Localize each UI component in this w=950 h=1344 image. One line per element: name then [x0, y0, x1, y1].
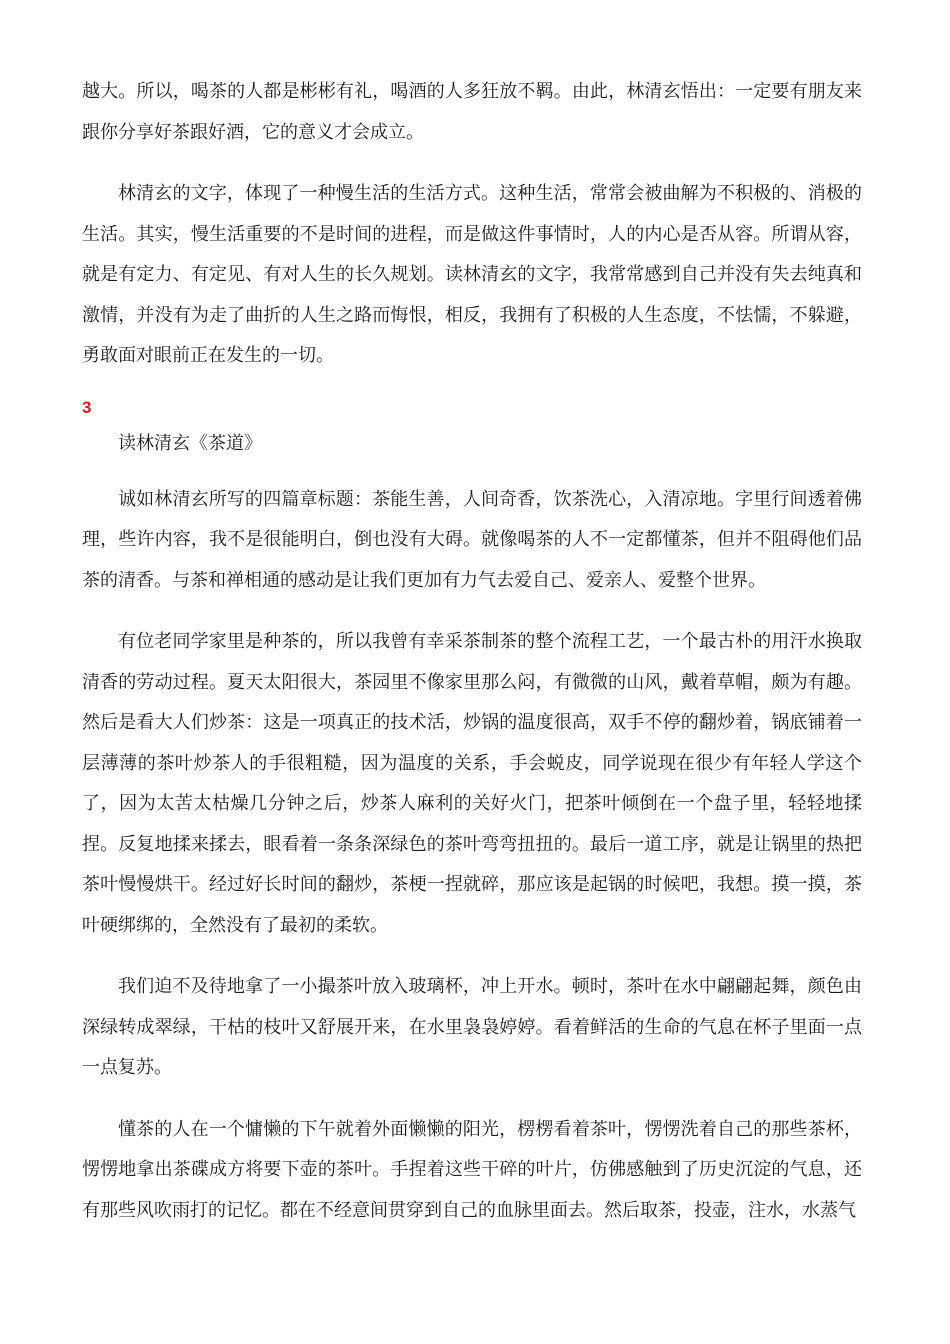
paragraph-slow-life: 林清玄的文字，体现了一种慢生活的生活方式。这种生活，常常会被曲解为不积极的、消极的生活。其实，慢生活重要的不是时间的进程，而是做这件事情时，人的内心是否从容。所谓从容，就是有定力、有定见、有对人生的长久规划。读林清玄的文字，我常常感到自己并没有失去纯真和激情，并没有为走了曲折的人生之路而悔恨，相反，我拥有了积极的人生态度，不怯懦，不躲避，勇敢面对眼前正在发生的一切。 — [82, 183, 862, 366]
paragraph-chapter-titles: 诚如林清玄所写的四篇章标题：茶能生善，人间奇香，饮茶洗心，入清凉地。字里行间透着佛理，些许内容，我不是很能明白，倒也没有大碍。就像喝茶的人不一定都懂茶，但并不阻碍他们品茶的清香。与茶和禅相通的感动是让我们更加有力气去爱自己、爱亲人、爱整个世界。 — [82, 488, 862, 591]
paragraph-tea-connoisseur: 懂茶的人在一个慵懒的下午就着外面懒懒的阳光，楞楞看着茶叶，愣愣洗着自己的那些茶杯，愣愣地拿出茶碟成方将要下壶的茶叶。手捏着这些干碎的叶片，仿佛感触到了历史沉淀的气息，还有那些风吹雨打的记忆。都在不经意间贯穿到自己的血脉里面去。然后取茶，投壶，注水，水蒸气 — [82, 1118, 862, 1221]
document-body — [82, 72, 862, 1231]
paragraph-tea-making: 有位老同学家里是种茶的，所以我曾有幸采茶制茶的整个流程工艺，一个最古朴的用汗水换取清香的劳动过程。夏天太阳很大，茶园里不像家里那么闷，有微微的山风，戴着草帽，颇为有趣。然后是看大人们炒茶：这是一项真正的技术活，炒锅的温度很高，双手不停的翻炒着，锅底铺着一层薄薄的茶叶炒茶人的手很粗糙，因为温度的关系，手会蜕皮，同学说现在很少有年轻人学这个了，因为太苦太枯燥几分钟之后，炒茶人麻利的关好火门，把茶叶倾倒在一个盘子里，轻轻地揉捏。反复地揉来揉去，眼看着一条条深绿色的茶叶弯弯扭扭的。最后一道工序，就是让锅里的热把茶叶慢慢烘干。经过好长时间的翻炒，茶梗一捏就碎，那应该是起锅的时候吧，我想。摸一摸，茶叶硬绑绑的，全然没有了最初的柔软。 — [82, 631, 862, 936]
paragraph-continued: 越大。所以，喝茶的人都是彬彬有礼，喝酒的人多狂放不羁。由此，林清玄悟出：一定要有朋友来跟你分享好茶跟好酒，它的意义才会成立。 — [82, 81, 862, 143]
paragraph-brewing: 我们迫不及待地拿了一小撮茶叶放入玻璃杯，冲上开水。顿时，茶叶在水中翩翩起舞，颜色由深绿转成翠绿，干枯的枝叶又舒展开来，在水里袅袅婷婷。看着鲜活的生命的气息在杯子里面一点一点复苏。 — [82, 976, 862, 1078]
section-number: 3 — [82, 397, 92, 417]
section-title: 读林清玄《茶道》 — [118, 432, 262, 454]
